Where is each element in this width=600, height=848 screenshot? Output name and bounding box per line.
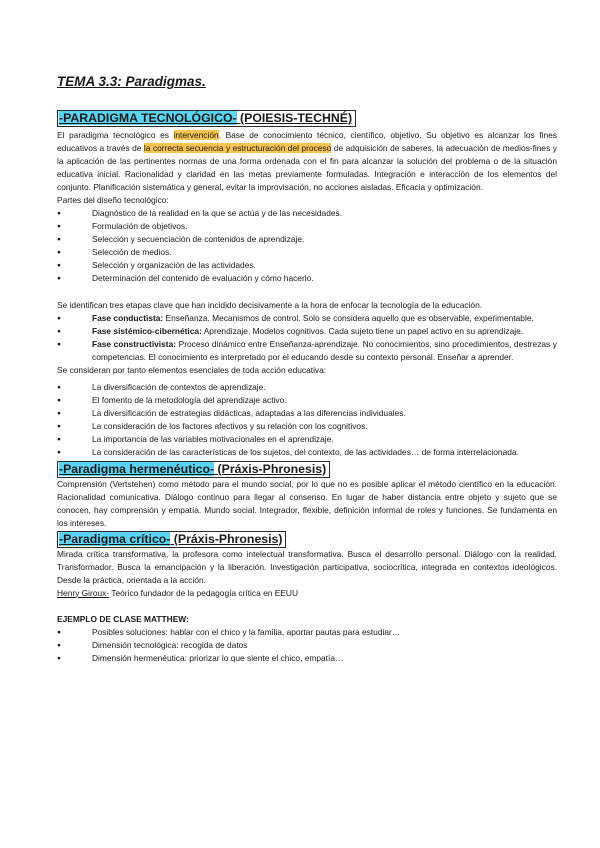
list-item: ● Dimensión hermenéutica: priorizar lo que siente el chico, empatía… bbox=[57, 652, 557, 665]
stage-name: Fase constructivista: bbox=[92, 338, 177, 349]
list-item: ● La diversificación de estrategias didácticas, adaptadas a las diferencias individuales. bbox=[57, 407, 557, 420]
stage-text: Enseñanza. Mecanismos de control. Solo se considera aquello que es observable, experimentable. bbox=[163, 312, 534, 323]
list-item: ● Selección y organización de las actividades. bbox=[57, 259, 557, 272]
example-title: EJEMPLO DE CLASE MATTHEW: bbox=[57, 613, 189, 624]
stage-name: Fase conductista: bbox=[92, 312, 164, 323]
heading-critico bbox=[57, 531, 286, 548]
text-run: de adquisición de saberes, la adecuación de medios-fines y la aplicación de las pertinentes normas de una forma ordenada con el fin para alcanzar la solución del problema o de la situación educativa inicial. Racionalidad y claridad en las metas previamente formuladas. Integración e interacción de los elementos del conjunto. Planificación sistemática y general, evitar la improvisación, no acciones aisladas. Eficacia y optimización. bbox=[57, 143, 557, 192]
heading-critico-sub: (Práxis-Phronesis) bbox=[170, 531, 283, 546]
list-item: ● Selección de medios. bbox=[57, 246, 557, 259]
heading-hermeneutico bbox=[57, 461, 330, 478]
hermeneutico-paragraph: Comprensión (Vertstehen) como método para el mundo social, por lo que no es posible aplicar el método científico en la educación. Racionalidad comunicativa. Diálogo continuo para llegar al consenso. En lugar de haber distancia entre objeto y sujeto que se conocen, hay comprensión y empatía. Mundo social. Integrador, flexible, definición informal de roles y funciones. Se fundamenta en los intereses. bbox=[57, 478, 557, 528]
list-item: ● La consideración de las características de los sujetos, del contexto, de las actividades… de forma interrelacionada. bbox=[57, 446, 557, 459]
author-name: Henry Giroux- bbox=[57, 587, 110, 598]
list-item: ● La diversificación de contextos de aprendizaje. bbox=[57, 381, 557, 394]
critico-paragraph: Mirada crítica transformativa, la profesora como intelectual transformativa. Busca el desarrollo personal. Diálogo con la realidad. Transformador. Busca la emancipación y la liberación. Investigación participativa, sociocrítica, integrada en contextos ideológicos. Desde la práctica, orientada a la acción. bbox=[57, 548, 557, 585]
highlight-secuencia: la correcta secuencia y estructuración del proceso bbox=[143, 143, 332, 153]
stages-intro: Se identifican tres etapas clave que han incidido decisivamente a la hora de enfocar la tecnología de la educación. bbox=[57, 299, 483, 310]
essentials-intro: Se consideran por tanto elementos esenciales de toda acción educativa: bbox=[57, 364, 327, 375]
list-item bbox=[57, 338, 557, 364]
stage-text: Proceso dinámico entre Enseñanza-aprendizaje. No conocimientos, sino procedimientos, destrezas y competencias. El conocimiento es interpretado por el educando desde su contexto personal. Enseñar a aprender. bbox=[92, 338, 557, 362]
stage-name: Fase sistémico-cibernética: bbox=[92, 325, 202, 336]
heading-hermeneutico-sub: (Práxis-Phronesis) bbox=[214, 461, 327, 476]
tecnologico-paragraph bbox=[57, 129, 557, 194]
parts-label: Partes del diseño tecnológico: bbox=[57, 195, 169, 205]
page-title: TEMA 3.3: Paradigmas. bbox=[57, 74, 206, 89]
list-item: ● El fomento de la metodología del aprendizaje activo. bbox=[57, 394, 557, 407]
list-item: ● La importancia de las variables motivacionales en el aprendizaje. bbox=[57, 433, 557, 446]
author-text: Teórico fundador de la pedagogía crítica en EEUU bbox=[109, 587, 298, 598]
list-item: ● La consideración de los factores afectivos y su relación con los cognitivos. bbox=[57, 420, 557, 433]
stages-list bbox=[57, 312, 557, 364]
list-item: ● Formulación de objetivos. bbox=[57, 220, 557, 233]
list-item: ● Selección y secuenciación de contenidos de aprendizaje. bbox=[57, 233, 557, 246]
list-item: ● Dimensión tecnológica: recogida de datos bbox=[57, 639, 557, 652]
text-run: . Base de conocimiento técnico, científico, objetivo. Su objetivo es alcanzar los fines educativos a través de bbox=[57, 130, 557, 153]
example-list bbox=[57, 626, 557, 665]
highlight-intervencion: intervención bbox=[173, 130, 219, 140]
heading-tecnologico bbox=[57, 110, 356, 127]
list-item: ● Determinación del contenido de evaluación y cómo hacerlo. bbox=[57, 272, 557, 285]
list-item: ● Posibles soluciones: hablar con el chico y la familia, aportar pautas para estudiar… bbox=[57, 626, 557, 639]
list-item bbox=[57, 312, 557, 325]
heading-tecnologico-main: -PARADIGMA TECNOLÓGICO- bbox=[59, 111, 237, 125]
heading-tecnologico-sub: (POIESIS-TECHNÉ) bbox=[236, 111, 353, 125]
list-item: ● Diagnóstico de la realidad en la que se actúa y de las necesidades. bbox=[57, 207, 557, 220]
heading-critico-main: -Paradigma crítico- bbox=[59, 531, 171, 546]
parts-list bbox=[57, 207, 557, 286]
list-item bbox=[57, 325, 557, 338]
critico-author bbox=[57, 587, 557, 600]
heading-hermeneutico-main: -Paradigma hermenéutico- bbox=[59, 461, 215, 476]
document-content bbox=[57, 74, 557, 665]
stage-text: Aprendizaje. Modelos cognitivos. Cada sujeto tiene un papel activo en su aprendizaje. bbox=[201, 325, 524, 336]
essentials-list bbox=[57, 381, 557, 460]
text-run: El paradigma tecnológico es bbox=[57, 130, 174, 140]
